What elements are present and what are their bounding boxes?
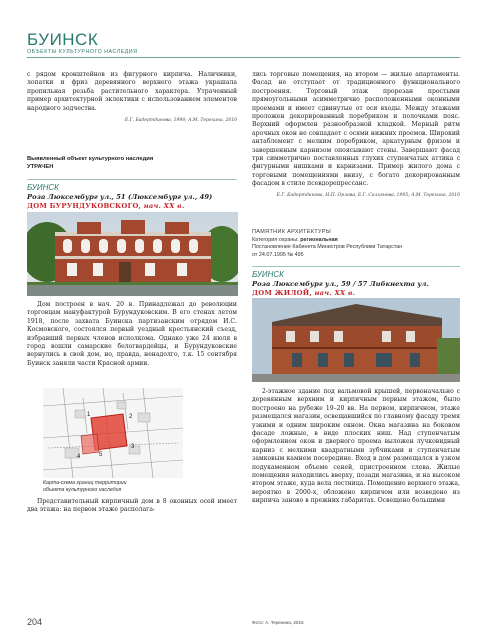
building-photo-right	[252, 298, 460, 382]
monument-decree: Постановление Кабинета Министров Республики Татарстан	[252, 244, 403, 251]
left-section-heading	[27, 179, 237, 210]
left-section-object: ДОМ БУРУНДУКОВСКОГО,	[27, 202, 142, 210]
map-caption-line-1: Карта-схема границ территории	[43, 480, 127, 486]
right-section-heading	[252, 266, 460, 297]
right-section-city: БУИНСК	[252, 266, 460, 279]
left-section-date: нач. ХХ в.	[143, 202, 185, 210]
left-body-2: Представительный кирпичный дом в 8 оконных осей имеет два этажа: на первом этаже располага-	[27, 498, 237, 514]
intro-citation: Е.Г. Бадертдинова, 1998; А.М. Терехина, 2016	[124, 118, 237, 124]
right-section-object: ДОМ ЖИЛОЙ,	[252, 289, 312, 297]
monument-decree-date: от 24.07.1995 № 495	[252, 251, 304, 258]
lost-block	[27, 155, 237, 171]
photo-credit: Фото: А. Терехина, 2015	[252, 620, 304, 625]
monument-category-value: региональная	[300, 236, 338, 243]
monument-label: ПАМЯТНИК АРХИТЕКТУРЫ	[252, 229, 332, 235]
right-citation: Е.Г. Бадертдинова, Н.П. Орлова, Е.Г. Сальянова, 1995; А.М. Терехина, 2016	[276, 192, 460, 198]
right-body-1: лись торговые помещения, на втором — жилые апартаменты. Фасад не отступает от традиционного функционального построения. Торговый этаж прорезан простыми прямоугольными асимметрично расположенными оконными проемами и имеет сдвинутые от оси входы. Между этажами проложен декорированный поребриком и полочками пояс. Верхний оформлен разнообразной кладкой. Мерный ритм арочных окон не совпадает с осями нижних проемов. Широкий антаблемент с мелким поребриком, аркатурным фризом и завершенным карнизом опоясывают стены. Завершают фасад три симметрично поставленных глухих ступенчатых аттика с фигурными нишками и карнизами. Пример жилого дома с торговыми помещениями внизу, с богато декорированным фасадом в стиле псевдорепрессанс.	[252, 71, 460, 188]
site-boundary-map	[43, 388, 183, 478]
map-number: 3	[131, 444, 135, 450]
header-divider	[27, 57, 460, 58]
map-number: 5	[99, 452, 103, 458]
building-photo-left	[27, 212, 238, 296]
map-number: 4	[77, 454, 81, 460]
left-intro	[27, 71, 237, 125]
page-number: 204	[27, 617, 43, 627]
right-body-2: 2-этажное здание под вальмовой крышей, первоначально с деревянным верхним и кирпичным первым этажом, было построено на рубеже 19–20 вв. На первом, кирпичном, этаже размещался магазин, освещавшийся по главному фасаду тремя узкими и одним широким окном. Окна магазина на боковом фасаде ложные, в виде плоских ниш. Над ступенчатым оформлением окон и дверного проема выложен лучковидный карниз с мелкими квадратными зубчиками и ступенчатым замковым камнем посередине. Вход в дом размещался в узком подукаменном объеме сеней, пристроенном слева. Жилые помещения находились вверху, позади магазина, и на высоком втором этаже, куда вела лестница. Помещение верхнего этажа, вероятно в 2000-х, обложено кирпичом или возведено из кирпича заново в прежних габаритах. Освещено большими	[252, 388, 460, 505]
right-section-date: нач. ХХ в.	[314, 289, 356, 297]
left-section-address: Роза Люксембург ул., 51 (Люксембург ул., 49)	[27, 193, 213, 201]
right-paragraph-1	[252, 71, 460, 200]
intro-paragraph: с рядом кронштейнов из фигурного кирпича. Наличники, лопатки и фриз деревянного верхнего этажа украшала пропильная резьба растительного характера. Утраченный пример архитектурной эклектики с использованием элементов народного зодчества.	[27, 71, 237, 112]
lost-label: Выявленный объект культурного наследия	[27, 156, 154, 162]
monument-block	[252, 229, 460, 259]
page-section-title: БУИНСК	[27, 30, 99, 49]
right-section-address: Роза Люксембург ул., 59 / 57 Либкнехта ул.	[252, 280, 429, 288]
map-number: 2	[129, 414, 133, 420]
monument-category-prefix: Категория охраны:	[252, 236, 299, 243]
page-section-subtitle: ОБЪЕКТЫ КУЛЬТУРНОГО НАСЛЕДИЯ	[27, 49, 138, 55]
map-number: 1	[87, 412, 91, 418]
map-caption-line-2: объекта культурного наследия	[43, 486, 122, 493]
right-paragraph-2	[252, 388, 460, 506]
left-section-city: БУИНСК	[27, 179, 237, 192]
lost-status: УТРАЧЕН	[27, 164, 54, 170]
map-caption	[43, 480, 223, 494]
left-paragraph-1	[27, 301, 237, 368]
left-body-1: Дом построен в нач. 20 в. Принадлежал до революции торговцам мануфактурой Бурундуковским. В его стенах летом 1918, после захвата Буинска партизанским отрядом И.С. Космовского, состоялся первый уездный крестьянский съезд, избравший первых членов исполкома. Однако уже 24 июля в город вошли самарские белогвардейцы, и Бурундуковские вернулись в свой дом, но, правда, ненадолго, т.к. 15 сентября Буинск заняли части Красной армии.	[27, 301, 237, 367]
left-paragraph-2	[27, 498, 237, 515]
